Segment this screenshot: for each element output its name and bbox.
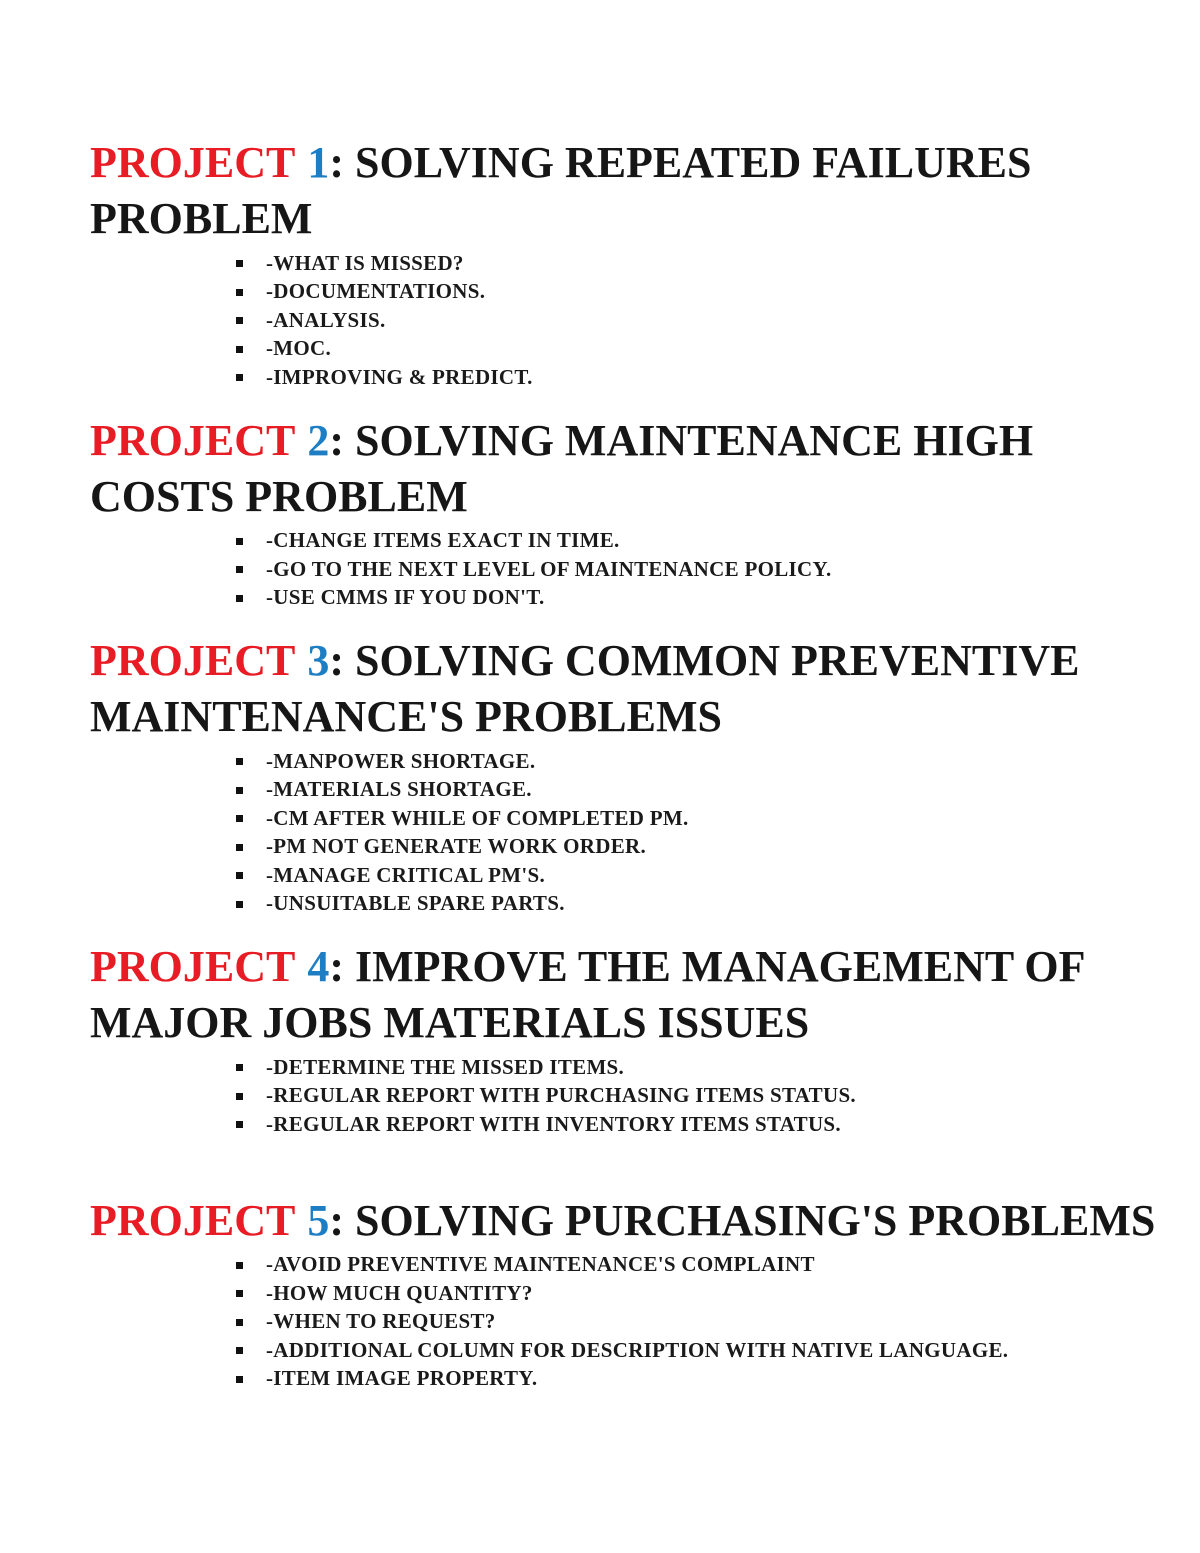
list-item bbox=[236, 1110, 1170, 1139]
section-title: : SOLVING COMMON PREVENTIVE bbox=[329, 636, 1080, 685]
project-label: PROJECT bbox=[90, 415, 296, 465]
list-item bbox=[236, 335, 1170, 364]
bullet-square-icon bbox=[236, 787, 243, 794]
heading-line-2: COSTS PROBLEM bbox=[90, 471, 468, 521]
section-project-1 bbox=[90, 135, 1170, 392]
heading-line-1 bbox=[90, 633, 1170, 689]
section-title: : IMPROVE THE MANAGEMENT OF bbox=[329, 942, 1086, 991]
bullet-square-icon bbox=[236, 1290, 243, 1297]
section-title: : SOLVING REPEATED FAILURES bbox=[329, 138, 1032, 187]
list-item-text: -MATERIALS SHORTAGE. bbox=[266, 777, 532, 802]
heading-line-2: PROBLEM bbox=[90, 194, 313, 243]
list-item bbox=[236, 804, 1170, 833]
list-item-text: -GO TO THE NEXT LEVEL OF MAINTENANCE POLICY. bbox=[266, 556, 832, 581]
heading-line-1 bbox=[90, 1193, 1170, 1249]
bullet-square-icon bbox=[236, 289, 243, 296]
project-label: PROJECT bbox=[90, 1195, 296, 1245]
section-heading bbox=[90, 633, 1170, 745]
list-item-text: -HOW MUCH QUANTITY? bbox=[266, 1280, 533, 1305]
section-project-2 bbox=[90, 413, 1170, 613]
list-item bbox=[236, 555, 1170, 584]
section-title: : SOLVING PURCHASING'S PROBLEMS bbox=[329, 1195, 1156, 1245]
list-item-text: -ANALYSIS. bbox=[266, 307, 386, 332]
list-item-text: -IMPROVING & PREDICT. bbox=[266, 364, 533, 389]
list-item-text: -CM AFTER WHILE OF COMPLETED PM. bbox=[266, 805, 689, 830]
list-item bbox=[236, 249, 1170, 278]
list-item-text: -DETERMINE THE MISSED ITEMS. bbox=[266, 1054, 625, 1079]
bullet-square-icon bbox=[236, 1121, 243, 1128]
list-item-text: -REGULAR REPORT WITH INVENTORY ITEMS STATUS. bbox=[266, 1111, 841, 1136]
list-item bbox=[236, 1279, 1170, 1308]
project-label: PROJECT bbox=[90, 942, 296, 991]
list-item-text: -REGULAR REPORT WITH PURCHASING ITEMS STATUS. bbox=[266, 1083, 856, 1108]
bullet-square-icon bbox=[236, 1093, 243, 1100]
bullet-square-icon bbox=[236, 844, 243, 851]
heading-line-1 bbox=[90, 413, 1170, 469]
section-heading bbox=[90, 413, 1170, 525]
bullet-square-icon bbox=[236, 260, 243, 267]
section-project-4 bbox=[90, 939, 1170, 1139]
list-item-text: -UNSUITABLE SPARE PARTS. bbox=[266, 891, 565, 916]
list-item-text: -ADDITIONAL COLUMN FOR DESCRIPTION WITH NATIVE LANGUAGE. bbox=[266, 1337, 1009, 1362]
section-heading bbox=[90, 939, 1170, 1051]
list-item bbox=[236, 527, 1170, 556]
list-item-text: -DOCUMENTATIONS. bbox=[266, 279, 486, 304]
bullet-square-icon bbox=[236, 758, 243, 765]
project-label: PROJECT bbox=[90, 636, 296, 685]
list-item bbox=[236, 584, 1170, 613]
project-number: 5 bbox=[307, 1195, 330, 1245]
list-item bbox=[236, 306, 1170, 335]
list-item-text: -CHANGE ITEMS EXACT IN TIME. bbox=[266, 528, 620, 553]
section-heading bbox=[90, 1193, 1170, 1249]
bullet-list bbox=[90, 249, 1170, 392]
bullet-square-icon bbox=[236, 595, 243, 602]
section-heading bbox=[90, 135, 1170, 247]
bullet-square-icon bbox=[236, 346, 243, 353]
bullet-list bbox=[90, 527, 1170, 613]
list-item bbox=[236, 278, 1170, 307]
bullet-square-icon bbox=[236, 815, 243, 822]
list-item bbox=[236, 1082, 1170, 1111]
project-number: 1 bbox=[307, 138, 330, 187]
section-project-5 bbox=[90, 1193, 1170, 1394]
list-item-text: -MANAGE CRITICAL PM'S. bbox=[266, 862, 546, 887]
list-item-text: -MOC. bbox=[266, 336, 332, 361]
list-item-text: -MANPOWER SHORTAGE. bbox=[266, 748, 536, 773]
bullet-square-icon bbox=[236, 1347, 243, 1354]
list-item bbox=[236, 861, 1170, 890]
heading-line-1 bbox=[90, 135, 1170, 191]
bullet-square-icon bbox=[236, 1262, 243, 1269]
bullet-square-icon bbox=[236, 538, 243, 545]
list-item-text: -USE CMMS IF YOU DON'T. bbox=[266, 585, 545, 610]
list-item bbox=[236, 776, 1170, 805]
heading-line-1 bbox=[90, 939, 1170, 995]
list-item-text: -WHAT IS MISSED? bbox=[266, 250, 464, 275]
bullet-square-icon bbox=[236, 317, 243, 324]
list-item bbox=[236, 1308, 1170, 1337]
section-project-3 bbox=[90, 633, 1170, 918]
project-label: PROJECT bbox=[90, 138, 296, 187]
list-item bbox=[236, 1365, 1170, 1394]
list-item bbox=[236, 747, 1170, 776]
list-item-text: -AVOID PREVENTIVE MAINTENANCE'S COMPLAINT bbox=[266, 1252, 815, 1277]
list-item bbox=[236, 1336, 1170, 1365]
list-item bbox=[236, 1251, 1170, 1280]
bullet-list bbox=[90, 747, 1170, 918]
bullet-square-icon bbox=[236, 872, 243, 879]
project-number: 2 bbox=[307, 415, 330, 465]
section-title: : SOLVING MAINTENANCE HIGH bbox=[329, 415, 1034, 465]
list-item-text: -ITEM IMAGE PROPERTY. bbox=[266, 1366, 538, 1391]
list-item bbox=[236, 833, 1170, 862]
list-item bbox=[236, 363, 1170, 392]
project-number: 3 bbox=[307, 636, 330, 685]
bullet-square-icon bbox=[236, 1319, 243, 1326]
bullet-square-icon bbox=[236, 374, 243, 381]
bullet-list bbox=[90, 1251, 1170, 1394]
list-item bbox=[236, 1053, 1170, 1082]
list-item-text: -PM NOT GENERATE WORK ORDER. bbox=[266, 834, 647, 859]
bullet-square-icon bbox=[236, 566, 243, 573]
project-number: 4 bbox=[307, 942, 330, 991]
bullet-square-icon bbox=[236, 901, 243, 908]
list-item-text: -WHEN TO REQUEST? bbox=[266, 1309, 496, 1334]
heading-line-2: MAJOR JOBS MATERIALS ISSUES bbox=[90, 998, 810, 1047]
bullet-square-icon bbox=[236, 1376, 243, 1383]
bullet-square-icon bbox=[236, 1064, 243, 1071]
heading-line-2: MAINTENANCE'S PROBLEMS bbox=[90, 692, 722, 741]
bullet-list bbox=[90, 1053, 1170, 1139]
list-item bbox=[236, 890, 1170, 919]
